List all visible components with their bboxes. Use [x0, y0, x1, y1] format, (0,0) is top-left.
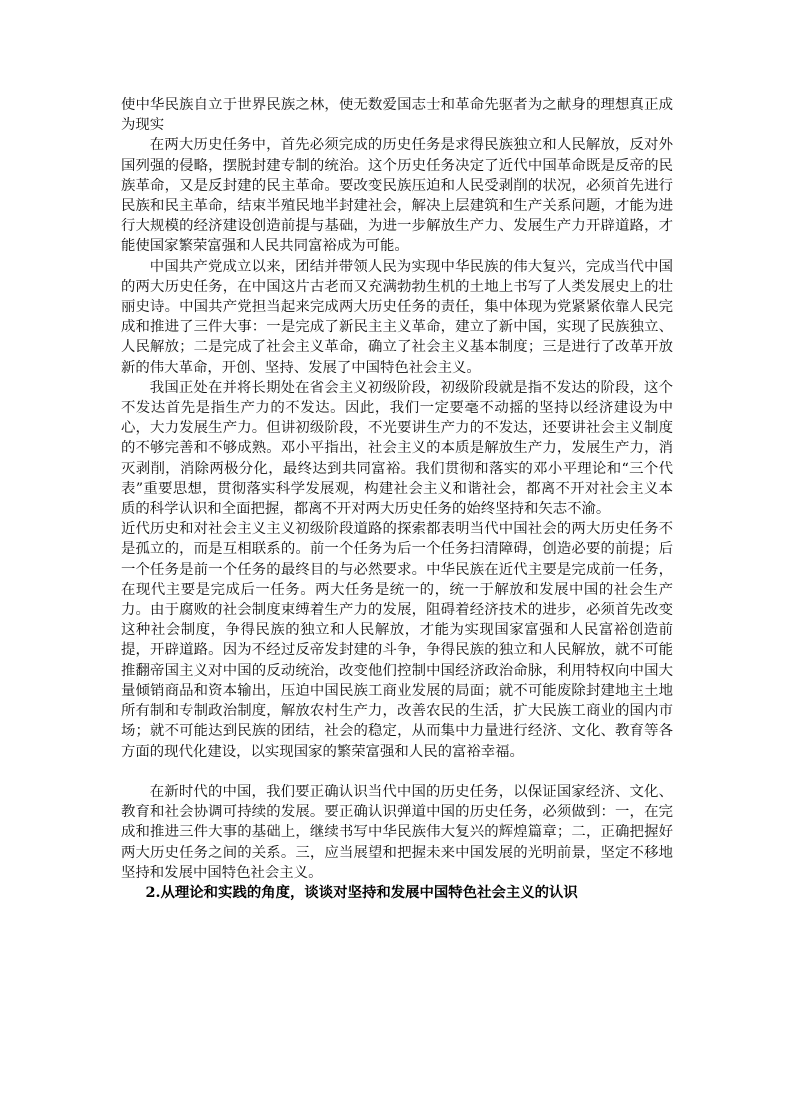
paragraph-5: 近代历史和对社会主义主义初级阶段道路的探索都表明当代中国社会的两大历史任务不是孤立的，而是互相联系的。前一个任务为后一个任务扫清障碍，创造必要的前提；后一个任务是前一个任务的最终目的与必然要求。中华民族在近代主要是完成前一任务，在现代主要是完成后一任务。两大任务是统一的，统一于解放和发展中国的社会生产力。由于腐败的社会制度束缚着生产力的发展，阻碍着经济技术的进步，必须首先改变这种社会制度，争得民族的独立和人民解放，才能为实现国家富强和人民富裕创造前提，开辟道路。因为不经过反帝发封建的斗争，争得民族的独立和人民解放，就不可能推翻帝国主义对中国的反动统治，改变他们控制中国经济政治命脉，利用特权向中国大量倾销商品和资本输出，压迫中国民族工商业发展的局面；就不可能废除封建地主土地所有制和专制政治制度，解放农村生产力，改善农民的生活，扩大民族工商业的国内市场；就不可能达到民族的团结，社会的稳定，从而集中力量进行经济、文化、教育等各方面的现代化建设，以实现国家的繁荣富强和人民的富裕幸福。	[121, 521, 673, 760]
section-heading: 2.从理论和实践的角度，谈谈对坚持和发展中国特色社会主义的认识	[145, 883, 578, 901]
paragraph-2: 在两大历史任务中，首先必须完成的历史任务是求得民族独立和人民解放，反对外国列强的侵略，摆脱封建专制的统治。这个历史任务决定了近代中国革命既是反帝的民族革命，又是反封建的民主革命。要改变民族压迫和人民受剥削的状况，必须首先进行民族和民主革命，结束半殖民地半封建社会，解决上层建筑和生产关系问题，才能为进行大规模的经济建设创造前提与基础，为进一步解放生产力、发展生产力开辟道路，才能使国家繁荣富强和人民共同富裕成为可能。	[121, 137, 673, 255]
paragraph-6: 在新时代的中国，我们要正确认识当代中国的历史任务，以保证国家经济、文化、教育和社会协调可持续的发展。要正确认识弹道中国的历史任务，必须做到：一，在完成和推进三件大事的基础上，继续书写中华民族伟大复兴的辉煌篇章；二，正确把握好两大历史任务之间的关系。三，应当展望和把握未来中国发展的光明前景，坚定不移地坚持和发展中国特色社会主义。	[121, 783, 673, 881]
document-page	[121, 95, 673, 903]
paragraph-3: 中国共产党成立以来，团结并带领人民为实现中华民族的伟大复兴，完成当代中国的两大历史任务，在中国这片古老而又充满勃勃生机的土地上书写了人类发展史上的壮丽史诗。中国共产党担当起来完成两大历史任务的责任，集中体现为党紧紧依靠人民完成和推进了三件大事：一是完成了新民主主义革命，建立了新中国，实现了民族独立、人民解放；二是完成了社会主义革命，确立了社会主义基本制度；三是进行了改革开放新的伟大革命，开创、坚持、发展了中国特色社会主义。	[121, 258, 673, 376]
paragraph-4: 我国正处在并将长期处在省会主义初级阶段，初级阶段就是指不发达的阶段，这个不发达首先是指生产力的不发达。因此，我们一定要毫不动摇的坚持以经济建设为中心，大力发展生产力。但讲初级阶段，不光要讲生产力的不发达，还要讲社会主义制度的不够完善和不够成熟。邓小平指出，社会主义的本质是解放生产力，发展生产力，消灭剥削，消除两极分化，最终达到共同富裕。我们贯彻和落实的邓小平理论和“三个代表”重要思想，贯彻落实科学发展观，构建社会主义和谐社会，都离不开对社会主义本质的科学认识和全面把握，都离不开对两大历史任务的始终坚持和矢志不渝。	[121, 379, 673, 518]
paragraph-1: 使中华民族自立于世界民族之林，使无数爱国志士和革命先驱者为之献身的理想真正成为现实	[121, 97, 673, 134]
paragraph-gap	[121, 762, 673, 782]
